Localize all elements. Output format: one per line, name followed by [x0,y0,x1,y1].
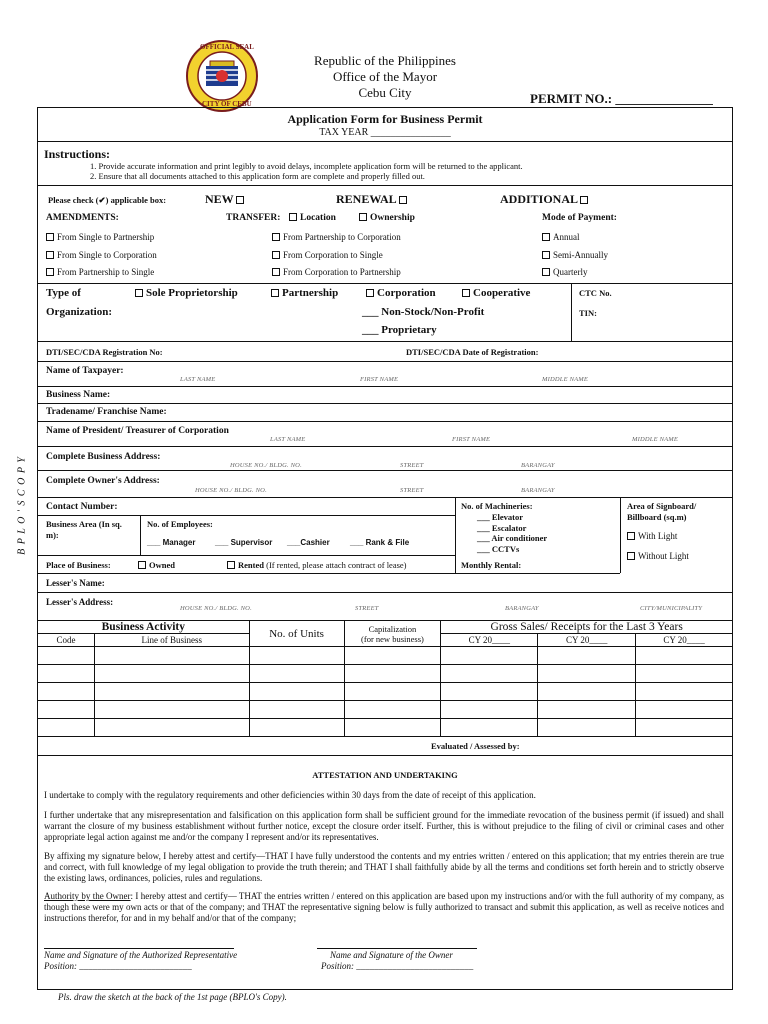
sub-barangay: BARANGAY [521,487,555,494]
table-cell[interactable] [636,683,733,701]
sub-city: CITY/MUNICIPALITY [640,605,703,612]
table-cell[interactable] [441,683,538,701]
sub-barangay: BARANGAY [505,605,539,612]
sub-street: STREET [400,487,424,494]
header-block [260,53,510,101]
option-label: Corporation [377,287,436,299]
lessor-name-label: Lesser's Name: [46,578,105,588]
ownership-checkbox[interactable] [359,213,367,221]
table-cell[interactable] [94,683,249,701]
cashier-field[interactable]: ___Cashier [287,538,330,547]
additional-checkbox[interactable] [580,196,588,204]
instructions-heading: Instructions: [44,147,111,161]
table-cell[interactable] [636,647,733,665]
checkbox[interactable] [46,233,54,241]
renewal-option[interactable] [336,192,410,207]
table-cell[interactable] [344,701,441,719]
attestation-p4 [44,891,724,924]
machinery-item[interactable]: ___ Elevator [477,512,524,522]
org-label-bottom: Organization: [46,306,112,318]
table-cell[interactable] [344,719,441,737]
table-cell[interactable] [94,647,249,665]
table-cell[interactable] [636,719,733,737]
ctc-label: CTC No. [579,288,612,298]
checkbox[interactable] [542,233,550,241]
authority-text: : I hereby attest and certify— THAT the entries written / entered on this application are based upon my instructions and/or with the full authority of my company, as though these were my own acts or that of the company; and THAT the representative signing below is fully authorized to transact and submit this application, as well as receive notices and instructions therefor, for and in my behalf and/or that of the company; [44,891,725,923]
checkbox[interactable] [138,561,146,569]
payment-label: Mode of Payment: [542,213,617,223]
sub-house: HOUSE NO./ BLDG. NO. [180,605,252,612]
taxpayer-label: Name of Taxpayer: [46,366,124,376]
ownership-label: Ownership [370,213,415,223]
table-cell[interactable] [94,665,249,683]
sub-street: STREET [355,605,379,612]
option-label: Cooperative [473,287,531,299]
table-cell[interactable] [441,719,538,737]
option-label: Quarterly [553,267,588,277]
checkbox[interactable] [272,233,280,241]
seal-text-top: OFFICIAL SEAL [200,43,254,51]
sub-street: STREET [400,462,424,469]
new-option[interactable] [205,192,247,207]
rep-signature-label[interactable]: Name and Signature of the Authorized Representative [44,950,238,960]
sub-first-name: FIRST NAME [452,436,491,443]
instruction-item: 1. Provide accurate information and print legibly to avoid delays, incomplete application form will be returned to the applicant. [90,161,523,171]
gross-header: Gross Sales/ Receipts for the Last 3 Years [441,621,733,634]
table-cell[interactable] [249,683,344,701]
org-label-top: Type of [46,287,81,299]
checkbox[interactable] [46,251,54,259]
tradename-label: Tradename/ Franchise Name: [46,407,167,417]
checkbox[interactable] [227,561,235,569]
table-cell[interactable] [249,719,344,737]
table-cell[interactable] [441,647,538,665]
header-line1: Republic of the Philippines [314,53,456,68]
tax-year[interactable]: TAX YEAR ________________ [319,127,451,138]
transfer-ownership[interactable] [359,213,415,223]
cy-header: CY 20____ [538,634,636,647]
tin-label: TIN: [579,308,597,318]
capital-label: Capitalization [368,623,417,634]
additional-option[interactable] [500,192,591,207]
sub-middle-name: MIDDLE NAME [632,436,679,443]
table-cell[interactable] [38,683,95,701]
org-nonstock[interactable]: ___ Non-Stock/Non-Profit [362,306,485,318]
payment-option[interactable] [542,267,587,277]
table-cell[interactable] [38,665,95,683]
checkbox[interactable] [271,289,279,297]
sub-first-name: FIRST NAME [360,376,399,383]
checkbox[interactable] [542,251,550,259]
seal-text-bottom: CITY OF CEBU [202,100,252,108]
table-cell[interactable] [249,647,344,665]
instruction-item: 2. Ensure that all documents attached to this application form are complete and properly filled out. [90,171,425,181]
attestation-p3: By affixing my signature below, I hereby attest and certify—THAT I have fully understood the contents and my entries written / entered on this application; that my entries therein are true and correct, with full knowledge of my legal obligation to provide the truth therein; and THAT I shall faithfully abide by all the terms and conditions set forth herein and to strictly observe the existing laws, ordinances, policies, rules and regulations. [44,851,724,883]
transfer-location[interactable] [289,213,336,223]
option-label: From Single to Partnership [57,232,155,242]
rank-file-field[interactable]: ___ Rank & File [350,538,410,547]
table-cell[interactable] [636,665,733,683]
business-name-label: Business Name: [46,390,111,400]
rep-position[interactable]: Position: _________________________ [44,961,192,971]
header-line2: Office of the Mayor [332,69,438,84]
checkbox[interactable] [627,532,635,540]
table-header-row [38,621,733,634]
table-cell[interactable] [249,665,344,683]
option-label: From Partnership to Single [57,267,155,277]
option-label: Annual [553,232,580,242]
dti-date-label: DTI/SEC/CDA Date of Registration: [406,347,539,357]
table-cell[interactable] [249,701,344,719]
org-partnership[interactable] [271,287,338,299]
option-label: Rented [238,560,264,570]
city-seal [186,40,258,112]
sub-house: HOUSE NO./ BLDG. NO. [230,462,302,469]
owned-option[interactable] [138,560,175,570]
rented-option[interactable] [227,560,407,570]
sub-barangay: BARANGAY [521,462,555,469]
owner-signature-label[interactable]: Name and Signature of the Owner [330,950,453,960]
option-label: Owned [149,560,175,570]
option-label: Sole Proprietorship [146,287,238,299]
machinery-item[interactable]: ___ Escalator [477,522,527,533]
table-cell[interactable] [538,683,636,701]
table-cell[interactable] [38,719,95,737]
table-cell[interactable] [38,647,95,665]
option-label: Without Light [638,551,689,561]
form-title: Application Form for Business Permit [287,112,483,126]
org-corporation[interactable] [366,287,436,299]
signboard-label: Area of Signboard/ Billboard (sq.m) [627,501,697,522]
table-cell[interactable] [636,701,733,719]
option-label: From Partnership to Corporation [283,232,401,242]
supervisor-field[interactable]: ___ Supervisor [215,538,273,547]
rented-note: (If rented, please attach contract of lease) [266,560,407,570]
amend-option[interactable] [46,267,154,277]
table-cell[interactable] [38,701,95,719]
capital-header [344,621,441,647]
table-cell[interactable] [441,665,538,683]
checkbox[interactable] [135,289,143,297]
checkbox[interactable] [272,251,280,259]
amend-option[interactable] [46,250,157,260]
machineries-label: No. of Machineries: [461,501,533,511]
evaluated-row [38,737,733,756]
table-cell[interactable] [441,701,538,719]
dti-no-label: DTI/SEC/CDA Registration No: [46,347,163,357]
business-area-label: Business Area (In sq. m): [46,519,122,540]
payment-option[interactable] [542,232,580,242]
header-line3: Cebu City [358,85,412,100]
option-label: From Single to Corporation [57,250,157,260]
org-cooperative[interactable] [462,287,530,299]
attestation-p1: I undertake to comply with the regulatory requirements and other deficiencies within 30 days from the date of receipt of this application. [44,790,536,800]
machineries-list [477,512,547,554]
monthly-rental-label: Monthly Rental: [461,560,522,570]
org-proprietary[interactable]: ___ Proprietary [362,324,437,336]
renewal-label: RENEWAL [336,192,397,206]
president-label: Name of President/ Treasurer of Corporation [46,426,229,436]
location-label: Location [300,213,336,223]
table-cell[interactable] [538,719,636,737]
evaluated-label[interactable]: Evaluated / Assessed by: [38,737,733,756]
place-label: Place of Business: [46,560,111,570]
contact-label: Contact Number: [46,502,118,512]
activity-heading: Business Activity [38,621,250,634]
business-address-label: Complete Business Address: [46,452,161,462]
machinery-item[interactable]: ___ CCTVs [477,543,520,554]
amend-option[interactable] [46,232,154,242]
cy-header: CY 20____ [636,634,733,647]
amend-option[interactable] [272,232,401,242]
new-checkbox[interactable] [236,196,244,204]
transfer-label: TRANSFER: [226,213,281,223]
amend-option[interactable] [272,267,401,277]
sub-last-name: LAST NAME [180,376,216,383]
new-label: NEW [205,192,234,206]
table-row[interactable] [38,665,733,683]
capital-note: (for new business) [361,633,424,644]
manager-field[interactable]: ___ Manager [147,538,196,547]
with-light-option[interactable] [627,531,677,541]
line-header: Line of Business [94,634,249,647]
table-row[interactable] [38,719,733,737]
renewal-checkbox[interactable] [399,196,407,204]
footer-note: Pls. draw the sketch at the back of the 1st page (BPLO's Copy). [58,992,287,1002]
table-row[interactable] [38,701,733,719]
additional-label: ADDITIONAL [500,192,578,206]
table-row[interactable] [38,647,733,665]
checkbox[interactable] [366,289,374,297]
business-activity-table [37,620,733,756]
sub-house: HOUSE NO./ BLDG. NO. [195,487,267,494]
sub-last-name: LAST NAME [270,436,306,443]
table-cell[interactable] [94,719,249,737]
checkbox[interactable] [627,552,635,560]
table-cell[interactable] [344,647,441,665]
checkbox[interactable] [272,268,280,276]
check-prompt: Please check (✔) applicable box: [48,195,167,205]
machinery-item[interactable]: ___ Air conditioner [477,533,548,543]
option-label: From Corporation to Single [283,250,383,260]
table-cell[interactable] [344,665,441,683]
sub-middle-name: MIDDLE NAME [542,376,589,383]
table-cell[interactable] [538,665,636,683]
attestation-p2: I further undertake that any misrepresentation and falsification on this application form shall be sufficient ground for the immediate revocation of the business permit (if issued) and shall warrant the closure of my business establishment without further notice, except the closure order itself. Further, this is without prejudice to the filing of civil or criminal cases and other appropriate legal action against me and/or the company I represent and/or its representatives. [44,810,724,842]
option-label: From Corporation to Partnership [283,267,401,277]
option-label: Partnership [282,287,339,299]
amend-option[interactable] [272,250,383,260]
table-cell[interactable] [538,701,636,719]
attestation-heading: ATTESTATION AND UNDERTAKING [312,770,458,780]
bplo-copy-label: B P L O ' S C O P Y [16,456,28,555]
checkbox[interactable] [46,268,54,276]
table-cell[interactable] [538,647,636,665]
without-light-option[interactable] [627,551,689,561]
table-row[interactable] [38,683,733,701]
payment-option[interactable] [542,250,608,260]
amendments-label: AMENDMENTS: [46,213,119,223]
checkbox[interactable] [462,289,470,297]
code-header: Code [38,634,95,647]
owner-position[interactable]: Position: __________________________ [321,961,474,971]
cy-header: CY 20____ [441,634,538,647]
permit-no[interactable]: PERMIT NO.: _______________ [530,91,713,106]
owner-address-label: Complete Owner's Address: [46,476,160,486]
units-header: No. of Units [249,621,344,647]
table-cell[interactable] [94,701,249,719]
employees-label: No. of Employees: [147,519,213,529]
instructions-list [90,161,523,181]
checkbox[interactable] [542,268,550,276]
org-sole[interactable] [135,287,238,299]
table-cell[interactable] [344,683,441,701]
authority-lead: Authority by the Owner [44,891,131,901]
option-label: With Light [638,531,678,541]
option-label: Semi-Annually [553,250,608,260]
location-checkbox[interactable] [289,213,297,221]
lessor-address-label: Lesser's Address: [46,597,114,607]
